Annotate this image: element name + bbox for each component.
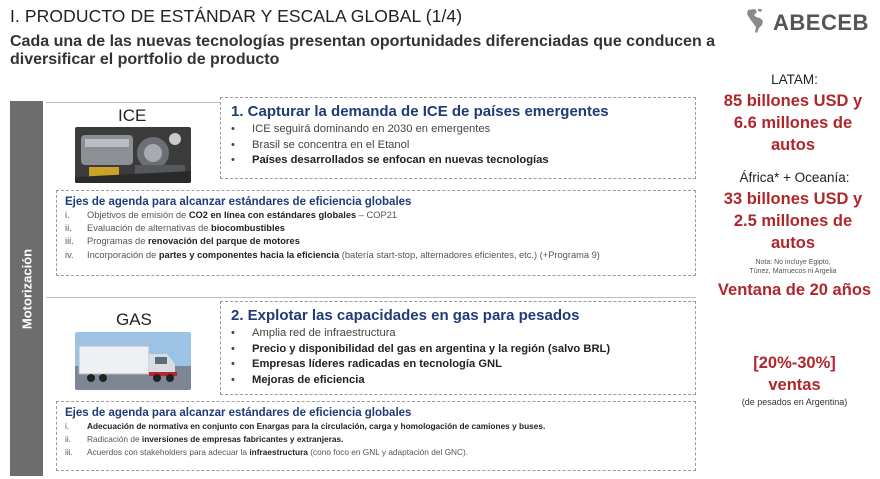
motorizacion-sidebar	[10, 101, 43, 476]
list-item: i. Adecuación de normativa en conjunto con Enargas para la circulación, carga y homologación de camiones y buses.	[65, 421, 546, 431]
ice-agenda-box	[56, 190, 696, 276]
gas-label: GAS	[116, 310, 152, 329]
sidebar-label: Motorización	[19, 248, 34, 329]
list-item: ii. Radicación de inversiones de empresas fabricantes y extranjeras.	[65, 434, 344, 444]
gas-agenda-title: Ejes de agenda para alcanzar estándares de eficiencia globales	[65, 407, 412, 419]
range-note: (de pesados en Argentina)	[741, 397, 848, 407]
range-label: ventas	[768, 376, 821, 394]
africa-value: 33 billones USD y 2.5 millones de autos	[723, 190, 863, 252]
list-item: • ICE seguirá dominando en 2030 en emergentes	[231, 122, 695, 138]
engine-photo	[75, 127, 191, 183]
gas-box-title: 2. Explotar las capacidades en gas para pesados	[231, 307, 580, 324]
latam-label: LATAM:	[771, 72, 818, 87]
logo-text: ABECEB	[773, 10, 869, 35]
page-title: I. PRODUCTO DE ESTÁNDAR Y ESCALA GLOBAL (1/4)	[10, 6, 463, 26]
section-divider	[46, 297, 696, 298]
gas-bullets	[221, 326, 695, 388]
africa-label: África* + Oceanía:	[739, 170, 850, 185]
list-item: • Precio y disponibilidad del gas en argentina y la región (salvo BRL)	[231, 342, 695, 358]
list-item: • Brasil se concentra en el Etanol	[231, 138, 695, 154]
truck-photo	[75, 332, 191, 390]
gas-agenda-box	[56, 401, 696, 471]
region-note: Nota: No incluye Egipto, Túnez, Marruecos ni Argelia	[749, 259, 837, 275]
ice-label: ICE	[118, 106, 147, 125]
list-item: • Países desarrollados se enfocan en nuevas tecnologías	[231, 153, 695, 169]
page-subtitle: Cada una de las nuevas tecnologías presentan oportunidades diferenciadas que conducen a diversificar el portfolio de producto	[10, 33, 716, 68]
window-value: Ventana de 20 años	[717, 281, 872, 299]
list-item: i. Objetivos de emisión de CO2 en línea con estándares globales – COP21	[65, 210, 398, 220]
list-item: iv. Incorporación de partes y componentes hacia la eficiencia (batería start-stop, alternadores eficientes, etc.) (+Programa 9)	[65, 249, 600, 260]
gas-opportunity-box	[220, 301, 696, 395]
gas-agenda-list	[57, 420, 695, 459]
range-value: [20%-30%]	[753, 354, 836, 372]
ice-agenda-title: Ejes de agenda para alcanzar estándares de eficiencia globales	[65, 196, 412, 208]
ice-agenda-list	[57, 209, 695, 262]
list-item: • Amplia red de infraestructura	[231, 326, 695, 342]
list-item: • Mejoras de eficiencia	[231, 373, 695, 389]
list-item: iii. Acuerdos con stakeholders para adecuar la infraestructura (cono foco en GNL y adaptación del GNC).	[65, 447, 469, 457]
list-item: iii. Programas de renovación del parque de motores	[65, 236, 300, 247]
latam-value: 85 billones USD y 6.6 millones de autos	[723, 92, 863, 154]
list-item: • Empresas líderes radicadas en tecnología GNL	[231, 357, 695, 373]
ice-opportunity-box	[220, 97, 696, 179]
list-item: ii. Evaluación de alternativas de biocombustibles	[65, 223, 285, 234]
abeceb-logo	[745, 6, 869, 36]
americas-map-icon	[745, 8, 771, 34]
ice-box-title: 1. Capturar la demanda de ICE de países emergentes	[231, 103, 609, 120]
ice-bullets	[221, 122, 695, 169]
